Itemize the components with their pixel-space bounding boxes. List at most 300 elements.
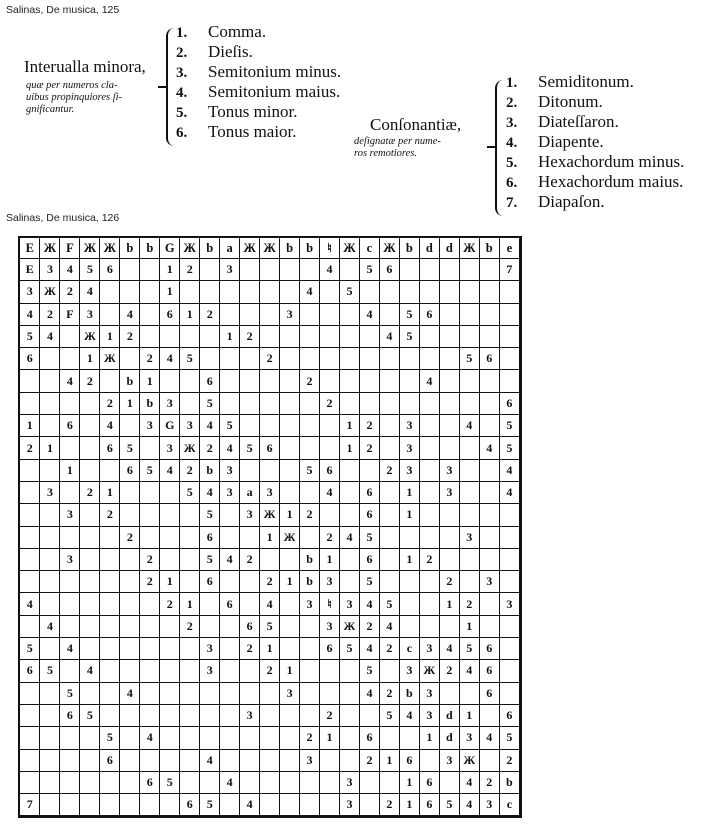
grid-cell: 2 [120, 526, 140, 548]
grid-cell [399, 593, 419, 615]
consonantiae-brace [495, 80, 505, 216]
grid-cell: 3 [300, 749, 320, 771]
grid-cell [459, 504, 479, 526]
grid-cell [300, 638, 320, 660]
grid-cell [220, 749, 240, 771]
grid-cell: 2 [260, 348, 280, 370]
grid-cell [459, 437, 479, 459]
grid-cell: 4 [320, 481, 340, 503]
grid-cell: 1 [399, 771, 419, 793]
grid-cell: 5 [80, 704, 100, 726]
grid-cell: 4 [439, 638, 459, 660]
grid-header-cell: F [60, 238, 80, 259]
list-item [506, 72, 684, 92]
grid-header-cell: b [140, 238, 160, 259]
grid-cell [379, 281, 399, 303]
grid-cell [220, 303, 240, 325]
grid-cell [240, 415, 260, 437]
grid-cell: 5 [499, 415, 519, 437]
grid-cell [120, 348, 140, 370]
grid-cell [60, 794, 80, 816]
grid-cell: 5 [20, 325, 40, 347]
grid-cell: 4 [240, 794, 260, 816]
grid-cell: 2 [60, 281, 80, 303]
item-number: 4. [506, 135, 518, 151]
grid-cell [499, 548, 519, 570]
grid-cell [379, 370, 399, 392]
grid-cell [260, 794, 280, 816]
grid-cell [439, 281, 459, 303]
grid-cell [240, 348, 260, 370]
grid-header-cell: b [280, 238, 300, 259]
grid-cell: 2 [100, 392, 120, 414]
grid-cell [120, 481, 140, 503]
grid-cell: 3 [220, 259, 240, 281]
grid-cell [180, 660, 200, 682]
grid-cell [240, 593, 260, 615]
grid-cell [379, 392, 399, 414]
grid-cell: 5 [180, 481, 200, 503]
grid-cell [200, 727, 220, 749]
grid-cell: 2 [320, 526, 340, 548]
grid-cell: 5 [340, 281, 360, 303]
grid-cell: 2 [120, 325, 140, 347]
grid-cell [120, 749, 140, 771]
grid-header-cell: Ж [260, 238, 280, 259]
grid-cell: 3 [180, 415, 200, 437]
grid-cell: 3 [399, 660, 419, 682]
grid-cell [359, 348, 379, 370]
grid-cell [220, 794, 240, 816]
grid-header-cell: Ж [459, 238, 479, 259]
grid-cell [499, 303, 519, 325]
grid-cell: 2 [359, 437, 379, 459]
grid-cell [419, 481, 439, 503]
grid-cell: 5 [459, 348, 479, 370]
grid-cell [379, 504, 399, 526]
grid-cell [180, 526, 200, 548]
grid-cell [320, 281, 340, 303]
grid-cell: 2 [300, 370, 320, 392]
caption-bottom: Salinas, De musica, 126 [6, 212, 120, 224]
grid-cell: 4 [459, 415, 479, 437]
grid-row [20, 704, 520, 726]
grid-cell [180, 370, 200, 392]
minora-brace [166, 28, 176, 146]
grid-cell: 6 [180, 794, 200, 816]
grid-cell [359, 794, 379, 816]
grid-cell: 4 [220, 437, 240, 459]
grid-cell [100, 660, 120, 682]
grid-cell [499, 281, 519, 303]
grid-cell [220, 615, 240, 637]
grid-header-cell: ♮ [320, 238, 340, 259]
grid-cell [160, 749, 180, 771]
grid-cell [100, 638, 120, 660]
grid-cell: 1 [280, 571, 300, 593]
grid-cell: 3 [280, 682, 300, 704]
grid-cell: 4 [160, 459, 180, 481]
grid-cell: 3 [459, 526, 479, 548]
grid-cell [180, 682, 200, 704]
grid-row [20, 348, 520, 370]
grid-cell [300, 794, 320, 816]
item-label: Hexachordum minus. [538, 152, 685, 171]
grid-cell [419, 615, 439, 637]
grid-cell: 2 [100, 504, 120, 526]
item-number: 3. [506, 115, 518, 131]
minora-subtitle-line: quæ per numeros cla- [26, 80, 118, 91]
grid-cell [140, 504, 160, 526]
grid-cell [20, 370, 40, 392]
grid-cell [280, 348, 300, 370]
grid-cell: 4 [379, 615, 399, 637]
grid-cell [240, 771, 260, 793]
grid-cell [20, 459, 40, 481]
grid-cell [459, 370, 479, 392]
grid-cell [60, 771, 80, 793]
grid-cell [260, 459, 280, 481]
grid-cell: 1 [399, 794, 419, 816]
grid-cell [260, 303, 280, 325]
grid-cell: 5 [379, 593, 399, 615]
grid-cell: 3 [280, 303, 300, 325]
grid-cell: 3 [479, 794, 499, 816]
grid-cell: 2 [300, 504, 320, 526]
grid-cell [20, 615, 40, 637]
grid-cell [200, 325, 220, 347]
grid-cell [160, 794, 180, 816]
grid-cell [479, 415, 499, 437]
grid-row [20, 660, 520, 682]
grid-cell: 4 [459, 660, 479, 682]
grid-cell: Ж [419, 660, 439, 682]
grid-cell [399, 727, 419, 749]
item-number: 6. [506, 175, 518, 191]
consonantiae-subtitle [354, 136, 441, 160]
grid-cell: 4 [459, 771, 479, 793]
grid-cell [479, 481, 499, 503]
grid-cell [240, 526, 260, 548]
grid-cell [439, 615, 459, 637]
grid-row [20, 548, 520, 570]
grid-cell: 6 [120, 459, 140, 481]
grid-cell [340, 259, 360, 281]
grid-cell [80, 415, 100, 437]
grid-cell: 2 [320, 704, 340, 726]
grid-cell [120, 281, 140, 303]
grid-cell [260, 370, 280, 392]
grid-cell: 3 [60, 504, 80, 526]
grid-cell: 4 [359, 303, 379, 325]
grid-cell [120, 415, 140, 437]
grid-cell [80, 749, 100, 771]
grid-cell [200, 771, 220, 793]
grid-cell [439, 771, 459, 793]
grid-cell: 6 [100, 437, 120, 459]
grid-cell [200, 259, 220, 281]
grid-row [20, 437, 520, 459]
grid-cell: 7 [499, 259, 519, 281]
grid-cell: 5 [359, 660, 379, 682]
grid-cell [240, 303, 260, 325]
grid-cell: 2 [379, 682, 399, 704]
grid-cell: 2 [260, 571, 280, 593]
grid-cell: 2 [180, 259, 200, 281]
grid-cell [180, 771, 200, 793]
grid-cell [80, 392, 100, 414]
grid-cell [80, 771, 100, 793]
grid-cell: 4 [40, 325, 60, 347]
grid-cell: 2 [459, 593, 479, 615]
grid-cell [419, 415, 439, 437]
grid-cell [220, 526, 240, 548]
grid-cell [120, 548, 140, 570]
grid-cell: 1 [20, 415, 40, 437]
grid-cell: 2 [260, 660, 280, 682]
list-item [176, 82, 341, 102]
grid-cell [300, 481, 320, 503]
grid-cell [340, 348, 360, 370]
grid-cell [40, 526, 60, 548]
list-item [506, 132, 684, 152]
grid-cell [60, 727, 80, 749]
grid-cell [379, 526, 399, 548]
grid-cell [260, 771, 280, 793]
grid-cell [439, 348, 459, 370]
list-item [506, 152, 684, 172]
grid-cell [300, 771, 320, 793]
grid-cell: 2 [240, 638, 260, 660]
grid-cell: 5 [359, 571, 379, 593]
grid-cell: c [499, 794, 519, 816]
grid-cell [379, 415, 399, 437]
grid-cell [320, 437, 340, 459]
grid-cell: 1 [120, 392, 140, 414]
grid-cell: 3 [240, 704, 260, 726]
grid-header-cell: E [20, 238, 40, 259]
grid-cell [419, 259, 439, 281]
grid-cell [160, 504, 180, 526]
grid-cell: 4 [160, 348, 180, 370]
grid-cell [399, 571, 419, 593]
grid-cell [499, 571, 519, 593]
grid-cell [280, 771, 300, 793]
grid-cell: 6 [399, 749, 419, 771]
grid-cell: 3 [240, 504, 260, 526]
grid-cell [499, 615, 519, 637]
grid-cell: 3 [399, 437, 419, 459]
grid-cell [439, 526, 459, 548]
grid-cell [60, 325, 80, 347]
grid-cell [80, 727, 100, 749]
grid-cell [100, 682, 120, 704]
grid-cell [220, 704, 240, 726]
grid-cell [479, 259, 499, 281]
grid-cell [320, 749, 340, 771]
grid-cell [399, 281, 419, 303]
grid-cell [120, 660, 140, 682]
grid-cell [240, 749, 260, 771]
grid-cell [200, 348, 220, 370]
grid-cell [80, 459, 100, 481]
grid-cell [100, 370, 120, 392]
grid-cell: 3 [459, 727, 479, 749]
grid-cell [479, 392, 499, 414]
grid-cell: 6 [260, 437, 280, 459]
grid-cell [340, 660, 360, 682]
minora-subtitle-line: gnificantur. [26, 104, 75, 115]
grid-cell: 5 [60, 682, 80, 704]
grid-row [20, 392, 520, 414]
grid-cell [220, 504, 240, 526]
grid-cell: d [439, 727, 459, 749]
grid-cell: 2 [240, 325, 260, 347]
grid-cell [399, 370, 419, 392]
grid-cell: 6 [359, 727, 379, 749]
grid-cell: Ж [459, 749, 479, 771]
grid-cell [280, 615, 300, 637]
grid-cell: 6 [140, 771, 160, 793]
grid-cell [220, 281, 240, 303]
grid-cell [60, 593, 80, 615]
grid-cell [419, 459, 439, 481]
grid-cell: 4 [499, 481, 519, 503]
grid-cell: Ж [40, 281, 60, 303]
grid-cell [160, 481, 180, 503]
grid-cell [140, 526, 160, 548]
grid-cell: 1 [220, 325, 240, 347]
list-item [176, 122, 341, 142]
grid-cell: 6 [379, 259, 399, 281]
grid-cell: 4 [479, 437, 499, 459]
grid-cell [320, 682, 340, 704]
grid-header-cell: b [120, 238, 140, 259]
grid-cell [379, 727, 399, 749]
grid-cell [499, 325, 519, 347]
grid-cell: 6 [200, 370, 220, 392]
grid-cell: 3 [340, 771, 360, 793]
grid-cell: 3 [340, 593, 360, 615]
grid-header-cell: Ж [40, 238, 60, 259]
grid-cell: 3 [220, 481, 240, 503]
grid-cell [40, 348, 60, 370]
grid-cell [80, 437, 100, 459]
minora-subtitle-line: uibus propinquiores ſi- [26, 92, 123, 103]
grid-cell [160, 526, 180, 548]
grid-header-cell: Ж [379, 238, 399, 259]
grid-cell: 5 [340, 638, 360, 660]
grid-cell: 2 [379, 459, 399, 481]
grid-cell [439, 259, 459, 281]
grid-cell: 5 [359, 259, 379, 281]
item-label: Dieſis. [208, 42, 253, 61]
grid-cell: 2 [300, 727, 320, 749]
grid-cell: 1 [320, 727, 340, 749]
grid-cell: 1 [379, 749, 399, 771]
grid-cell [140, 704, 160, 726]
grid-cell: 3 [200, 660, 220, 682]
grid-cell [379, 303, 399, 325]
grid-cell [140, 794, 160, 816]
grid-row [20, 749, 520, 771]
grid-cell: 2 [180, 459, 200, 481]
grid-cell: 4 [200, 749, 220, 771]
grid-cell [399, 348, 419, 370]
grid-cell [280, 325, 300, 347]
grid-cell: Ж [180, 437, 200, 459]
grid-cell: 4 [60, 259, 80, 281]
grid-cell [260, 281, 280, 303]
grid-cell: 2 [80, 370, 100, 392]
grid-cell [120, 704, 140, 726]
grid-cell [340, 749, 360, 771]
grid-cell [40, 504, 60, 526]
grid-cell [180, 727, 200, 749]
grid-header-cell: Ж [80, 238, 100, 259]
grid-cell [160, 370, 180, 392]
grid-cell [240, 660, 260, 682]
grid-cell: 4 [419, 370, 439, 392]
grid-cell: 4 [100, 415, 120, 437]
grid-cell [379, 660, 399, 682]
minora-subtitle [26, 80, 122, 116]
grid-cell: 1 [40, 437, 60, 459]
grid-cell [399, 392, 419, 414]
grid-cell: 1 [439, 593, 459, 615]
grid-cell: 5 [200, 794, 220, 816]
grid-cell [280, 794, 300, 816]
grid-cell [280, 638, 300, 660]
grid-cell [340, 459, 360, 481]
grid-cell [180, 704, 200, 726]
grid-cell: 4 [220, 548, 240, 570]
grid-cell [200, 593, 220, 615]
grid-cell [320, 794, 340, 816]
grid-cell [479, 593, 499, 615]
item-label: Tonus minor. [208, 102, 298, 121]
grid-cell: 2 [419, 548, 439, 570]
grid-cell: 4 [120, 303, 140, 325]
grid-cell [120, 615, 140, 637]
grid-cell: 6 [240, 615, 260, 637]
grid-cell [60, 615, 80, 637]
grid-cell [260, 727, 280, 749]
grid-cell: 1 [180, 303, 200, 325]
grid-cell [100, 526, 120, 548]
grid-row [20, 303, 520, 325]
minora-title: Interualla minora, [24, 57, 146, 76]
grid-cell: 3 [80, 303, 100, 325]
grid-cell: b [499, 771, 519, 793]
grid-cell [260, 259, 280, 281]
grid-cell: 4 [359, 682, 379, 704]
grid-cell [180, 638, 200, 660]
grid-cell [220, 727, 240, 749]
grid-cell: c [399, 638, 419, 660]
grid-cell: 4 [120, 682, 140, 704]
grid-cell: 2 [80, 481, 100, 503]
grid-cell: 5 [140, 459, 160, 481]
grid-cell [340, 727, 360, 749]
grid-cell: 3 [439, 481, 459, 503]
grid-cell: 5 [200, 504, 220, 526]
grid-cell [419, 325, 439, 347]
grid-cell: 6 [479, 660, 499, 682]
grid-cell: b [200, 459, 220, 481]
grid-cell [439, 504, 459, 526]
item-number: 7. [506, 195, 518, 211]
